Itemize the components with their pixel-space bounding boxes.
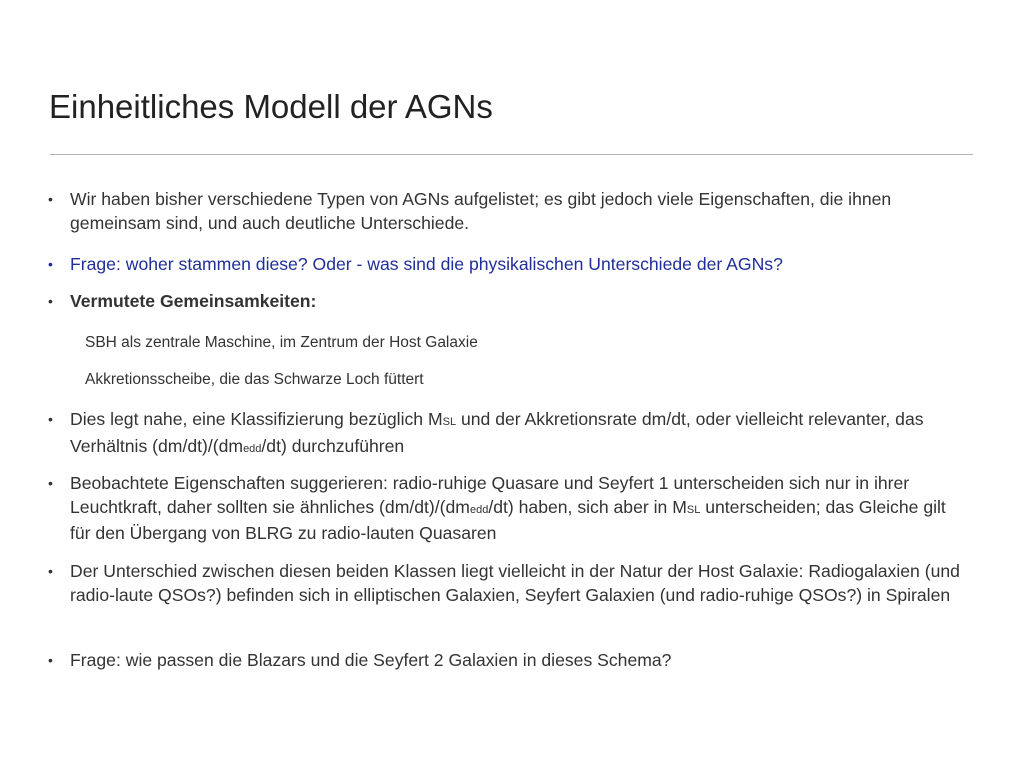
bullet-dot: • <box>48 411 53 427</box>
bullet-text: Beobachtete Eigenschaften suggerieren: radio-ruhige Quasare und Seyfert 1 unterscheiden sich nur in ihrer Leuchtkraft, daher sollten sie ähnliches (dm/dt)/(dmedd/dt) haben, sich aber in MSL unterscheiden; das Gleiche gilt für den Übergang von BLRG zu radio-lauten Quasaren <box>70 473 946 543</box>
bullet-item <box>48 560 968 607</box>
bullet-item <box>48 290 968 314</box>
sub-item: Akkretionsscheibe, die das Schwarze Loch füttert <box>85 371 424 388</box>
bullet-dot: • <box>48 563 53 579</box>
bullet-dot: • <box>48 256 53 272</box>
sub-item: SBH als zentrale Maschine, im Zentrum der Host Galaxie <box>85 334 478 351</box>
title-divider <box>50 154 973 155</box>
bullet-dot: • <box>48 191 53 207</box>
bullet-dot: • <box>48 293 53 309</box>
bullet-item <box>48 472 968 546</box>
bullet-dot: • <box>48 475 53 491</box>
bullet-heading: Vermutete Gemeinsamkeiten: <box>70 291 317 311</box>
bullet-text: Dies legt nahe, eine Klassifizierung bezüglich MSL und der Akkretionsrate dm/dt, oder vielleicht relevanter, das Verhältnis (dm/dt)/(dmedd/dt) durchzuführen <box>70 409 924 456</box>
bullet-text-question: Frage: woher stammen diese? Oder - was sind die physikalischen Unterschiede der AGNs? <box>70 254 783 274</box>
bullet-dot: • <box>48 652 53 668</box>
bullet-text: Der Unterschied zwischen diesen beiden Klassen liegt vielleicht in der Natur der Host Galaxie: Radiogalaxien (und radio-laute QSOs?) befinden sich in elliptischen Galaxien, Seyfert Galaxien (und radio-ruhige QSOs?) in Spiralen <box>70 561 960 605</box>
bullet-item <box>48 253 968 277</box>
bullet-text: Frage: wie passen die Blazars und die Seyfert 2 Galaxien in dieses Schema? <box>70 650 672 670</box>
bullet-text: Wir haben bisher verschiedene Typen von AGNs aufgelistet; es gibt jedoch viele Eigenschaften, die ihnen gemeinsam sind, und auch deutliche Unterschiede. <box>70 189 892 233</box>
slide-title: Einheitliches Modell der AGNs <box>49 88 493 125</box>
bullet-item <box>48 408 968 461</box>
bullet-item <box>48 188 968 235</box>
bullet-item <box>48 649 968 673</box>
